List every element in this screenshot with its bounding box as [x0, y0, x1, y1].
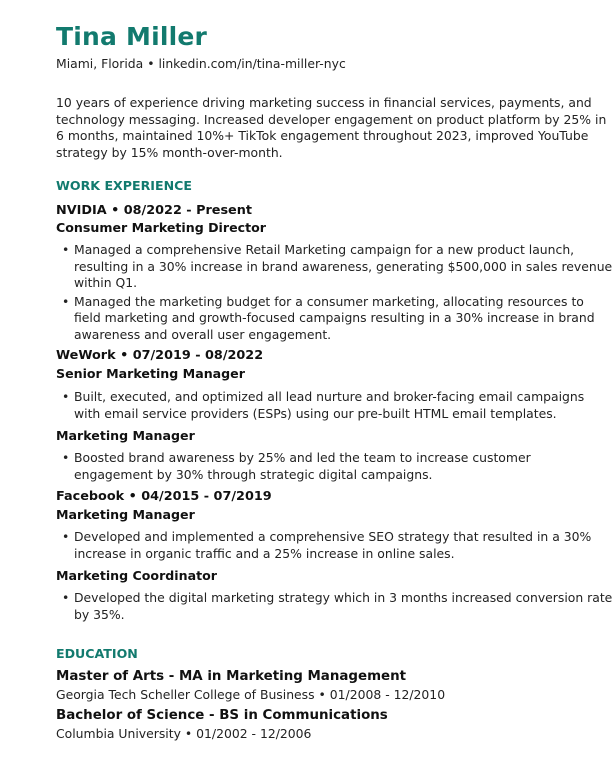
school-line: Georgia Tech Scheller College of Business • 01/2008 - 12/2010	[56, 687, 446, 702]
work-experience-heading: WORK EXPERIENCE	[56, 178, 192, 193]
bullet-list	[56, 529, 613, 562]
role-title: Marketing Manager	[56, 428, 195, 443]
list-item: • Built, executed, and optimized all lead nurture and broker-facing email campaigns with email service providers (ESPs) using our pre-built HTML email templates.	[56, 389, 613, 422]
bullet-list	[56, 450, 613, 483]
list-item: • Managed a comprehensive Retail Marketing campaign for a new product launch, resulting in a 30% increase in brand awareness, generating $500,000 in sales revenue within Q1.	[56, 242, 613, 292]
degree-title: Bachelor of Science - BS in Communications	[56, 708, 388, 723]
role-title: Marketing Manager	[56, 507, 195, 522]
bullet-list	[56, 590, 613, 623]
education-heading: EDUCATION	[56, 646, 138, 661]
list-item: • Boosted brand awareness by 25% and led the team to increase customer engagement by 30% through strategic digital campaigns.	[56, 450, 613, 483]
school-line: Columbia University • 01/2002 - 12/2006	[56, 726, 312, 741]
contact-line: Miami, Florida • linkedin.com/in/tina-miller-nyc	[56, 56, 346, 71]
job-header-facebook: Facebook • 04/2015 - 07/2019	[56, 489, 272, 504]
role-title: Consumer Marketing Director	[56, 220, 266, 235]
professional-summary: 10 years of experience driving marketing success in financial services, payments, and technology messaging. Increased developer engagement on product platform by 25% in 6 months, maintained 10%+ TikTok engagement throughout 2023, improved YouTube strategy by 15% month-over-month.	[56, 95, 607, 160]
degree-title: Master of Arts - MA in Marketing Management	[56, 669, 407, 684]
bullet-list	[56, 242, 613, 343]
role-title: Marketing Coordinator	[56, 568, 217, 583]
list-item: • Developed and implemented a comprehensive SEO strategy that resulted in a 30% increase in organic traffic and a 25% increase in online sales.	[56, 529, 613, 562]
job-header-wework: WeWork • 07/2019 - 08/2022	[56, 348, 264, 363]
list-item: • Developed the digital marketing strategy which in 3 months increased conversion rate by 35%.	[56, 590, 613, 623]
role-title: Senior Marketing Manager	[56, 366, 245, 381]
candidate-name: Tina Miller	[56, 22, 208, 51]
job-header-nvidia: NVIDIA • 08/2022 - Present	[56, 203, 252, 218]
list-item: • Managed the marketing budget for a consumer marketing, allocating resources to field marketing and growth-focused campaigns resulting in a 30% increase in brand awareness and overall user engagement.	[56, 294, 613, 344]
bullet-list	[56, 389, 613, 422]
